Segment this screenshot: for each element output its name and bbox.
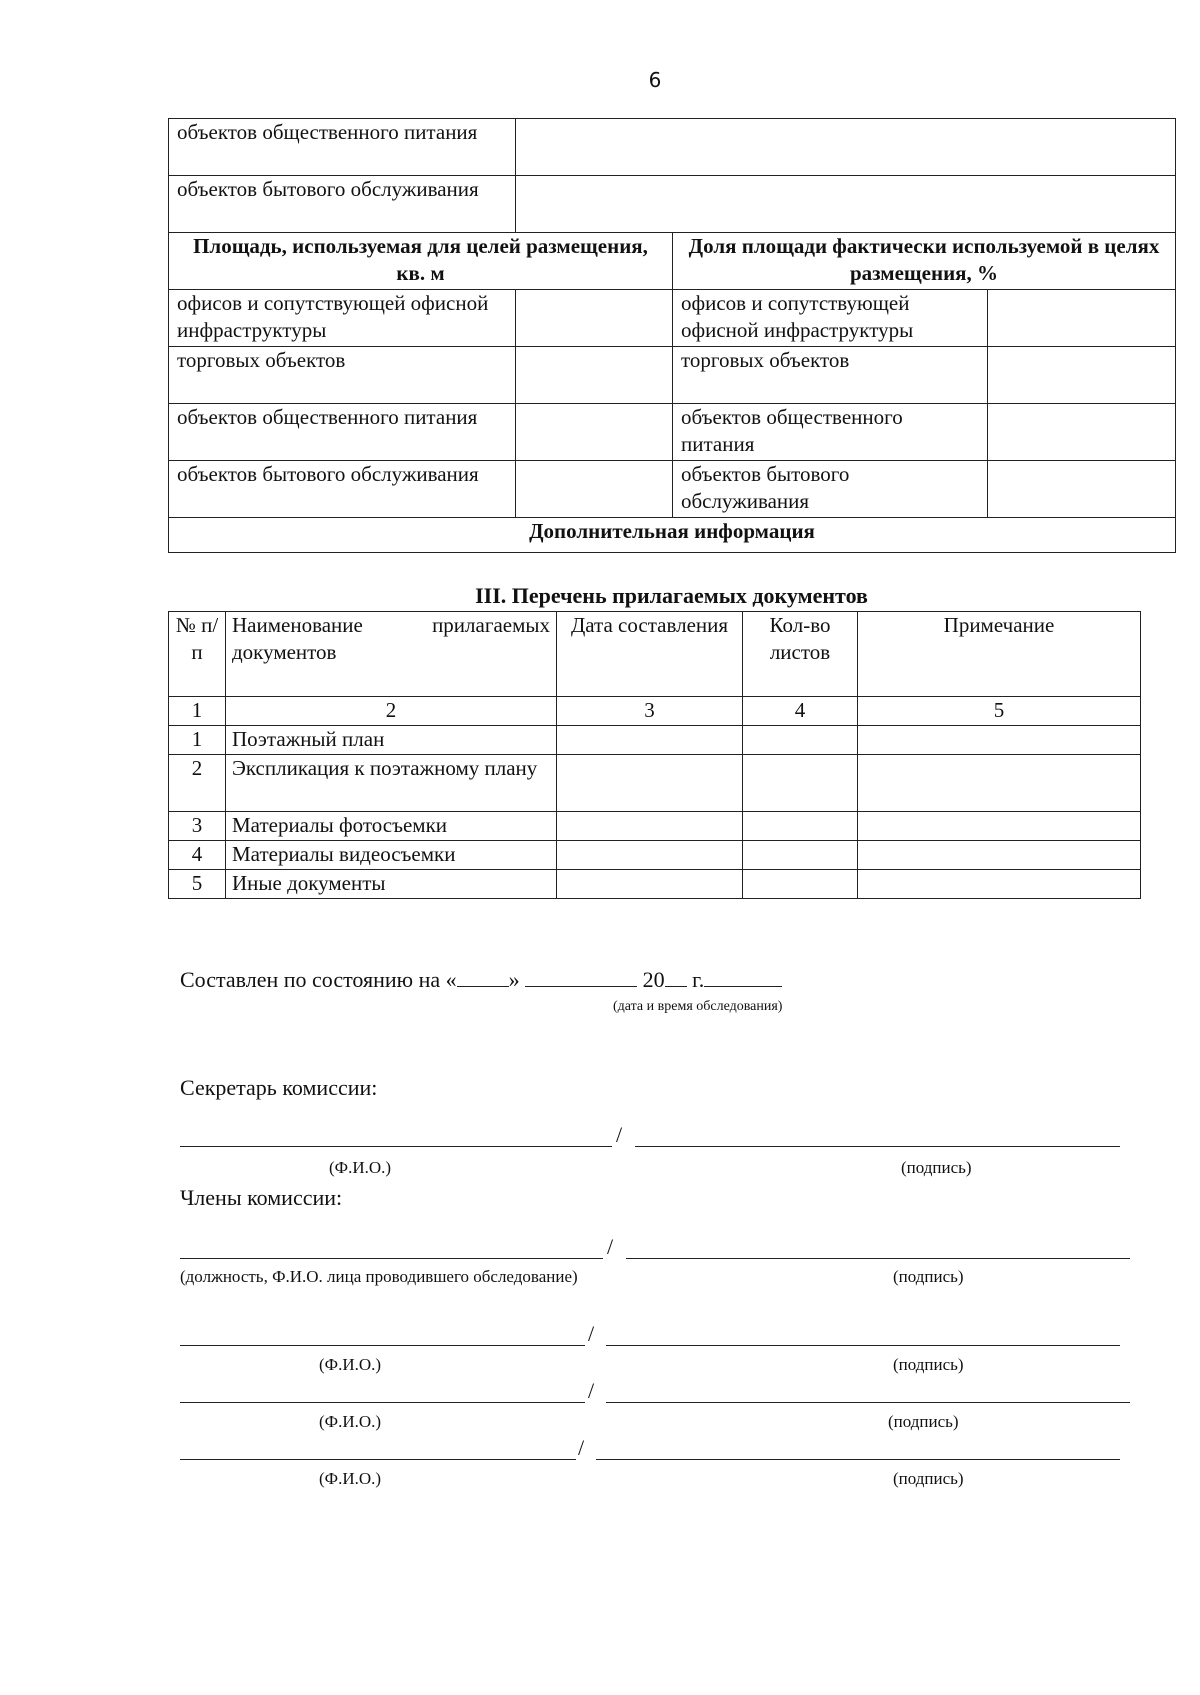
share-row-label: объектов общественного питания	[673, 404, 988, 461]
row-number: 1	[169, 726, 226, 755]
header-date: Дата составления	[557, 612, 743, 697]
empty-cell	[858, 812, 1141, 841]
empty-cell	[858, 726, 1141, 755]
empty-cell	[858, 841, 1141, 870]
composed-year: 20	[642, 967, 665, 992]
doc-name: Материалы фотосъемки	[226, 812, 557, 841]
signature-caption: (подпись)	[893, 1267, 964, 1286]
area-row-label: объектов бытового обслуживания	[169, 461, 516, 518]
row-number: 5	[169, 870, 226, 899]
secretary-signature-line	[635, 1146, 1120, 1147]
secretary-label: Секретарь комиссии:	[180, 1075, 378, 1100]
area-value-cell	[516, 461, 673, 518]
area-table-cell: объектов общественного питания	[169, 119, 516, 176]
table-row	[169, 841, 1141, 870]
area-value-cell	[516, 404, 673, 461]
doc-name: Материалы видеосъемки	[226, 841, 557, 870]
row-number: 4	[169, 841, 226, 870]
member-fio-line	[180, 1258, 603, 1259]
additional-info-header: Дополнительная информация	[169, 518, 1176, 553]
row-number: 3	[169, 812, 226, 841]
header-note: Примечание	[858, 612, 1141, 697]
table-row	[169, 726, 1141, 755]
documents-table	[168, 611, 1141, 899]
column-number: 3	[557, 697, 743, 726]
area-header-left: Площадь, используемая для целей размещения, кв. м	[169, 233, 673, 290]
composed-line	[180, 966, 782, 993]
table-row	[169, 870, 1141, 899]
composed-suffix: г.	[692, 967, 705, 992]
doc-name: Экспликация к поэтажному плану	[226, 755, 557, 812]
column-number: 2	[226, 697, 557, 726]
column-number: 5	[858, 697, 1141, 726]
share-header-right: Доля площади фактически используемой в целях размещения, %	[673, 233, 1176, 290]
composed-caption: (дата и время обследования)	[613, 999, 783, 1014]
area-table-cell	[516, 176, 1176, 233]
empty-cell	[743, 841, 858, 870]
area-table-cell: объектов бытового обслуживания	[169, 176, 516, 233]
share-value-cell	[988, 404, 1176, 461]
share-value-cell	[988, 461, 1176, 518]
member-signature-line	[606, 1402, 1130, 1403]
member-fio-line	[180, 1459, 576, 1460]
column-number: 1	[169, 697, 226, 726]
share-row-label: торговых объектов	[673, 347, 988, 404]
share-row-label: объектов бытового обслуживания	[673, 461, 988, 518]
member-signature-line	[626, 1258, 1130, 1259]
empty-cell	[557, 755, 743, 812]
table-row	[169, 812, 1141, 841]
section-title: III. Перечень прилагаемых документов	[475, 583, 868, 608]
area-value-cell	[516, 347, 673, 404]
signature-caption: (подпись)	[893, 1469, 964, 1488]
empty-cell	[743, 726, 858, 755]
empty-cell	[743, 755, 858, 812]
member-signature-line	[596, 1459, 1120, 1460]
fio-caption: (Ф.И.О.)	[319, 1355, 382, 1374]
year-blank	[665, 966, 687, 987]
member-fio-line	[180, 1345, 585, 1346]
empty-cell	[557, 870, 743, 899]
slash: /	[616, 1122, 623, 1147]
slash: /	[588, 1378, 595, 1403]
header-doc-name: Наименование прилагаемых документов	[226, 612, 557, 697]
share-value-cell	[988, 290, 1176, 347]
empty-cell	[858, 755, 1141, 812]
fio-caption: (Ф.И.О.)	[319, 1469, 382, 1488]
composed-prefix: Составлен по состоянию на «	[180, 967, 457, 992]
fio-caption: (Ф.И.О.)	[329, 1158, 392, 1177]
time-blank	[704, 966, 782, 987]
slash: /	[607, 1234, 614, 1259]
empty-cell	[557, 726, 743, 755]
doc-name: Поэтажный план	[226, 726, 557, 755]
day-blank	[457, 966, 509, 987]
empty-cell	[743, 812, 858, 841]
area-row-label: объектов общественного питания	[169, 404, 516, 461]
member-fio-line	[180, 1402, 585, 1403]
empty-cell	[858, 870, 1141, 899]
area-value-cell	[516, 290, 673, 347]
composed-mid: »	[508, 967, 520, 992]
share-row-label: офисов и сопутствующей офисной инфраструктуры	[673, 290, 988, 347]
secretary-fio-line	[180, 1146, 612, 1147]
doc-name: Иные документы	[226, 870, 557, 899]
signature-caption: (подпись)	[888, 1412, 959, 1431]
row-number: 2	[169, 755, 226, 812]
fio-caption: (Ф.И.О.)	[319, 1412, 382, 1431]
share-value-cell	[988, 347, 1176, 404]
empty-cell	[557, 812, 743, 841]
signature-caption: (подпись)	[901, 1158, 972, 1177]
table-row	[169, 755, 1141, 812]
area-table	[168, 118, 1176, 553]
empty-cell	[743, 870, 858, 899]
members-label: Члены комиссии:	[180, 1185, 343, 1210]
month-blank	[525, 966, 637, 987]
empty-cell	[557, 841, 743, 870]
signature-caption: (подпись)	[893, 1355, 964, 1374]
column-number: 4	[743, 697, 858, 726]
header-sheets: Кол-во листов	[743, 612, 858, 697]
area-row-label: торговых объектов	[169, 347, 516, 404]
slash: /	[588, 1321, 595, 1346]
header-number: № п/п	[169, 612, 226, 697]
slash: /	[578, 1435, 585, 1460]
position-fio-caption: (должность, Ф.И.О. лица проводившего обследование)	[180, 1267, 578, 1286]
area-row-label: офисов и сопутствующей офисной инфраструктуры	[169, 290, 516, 347]
area-table-cell	[516, 119, 1176, 176]
member-signature-line	[606, 1345, 1120, 1346]
page-number: 6	[648, 68, 662, 92]
